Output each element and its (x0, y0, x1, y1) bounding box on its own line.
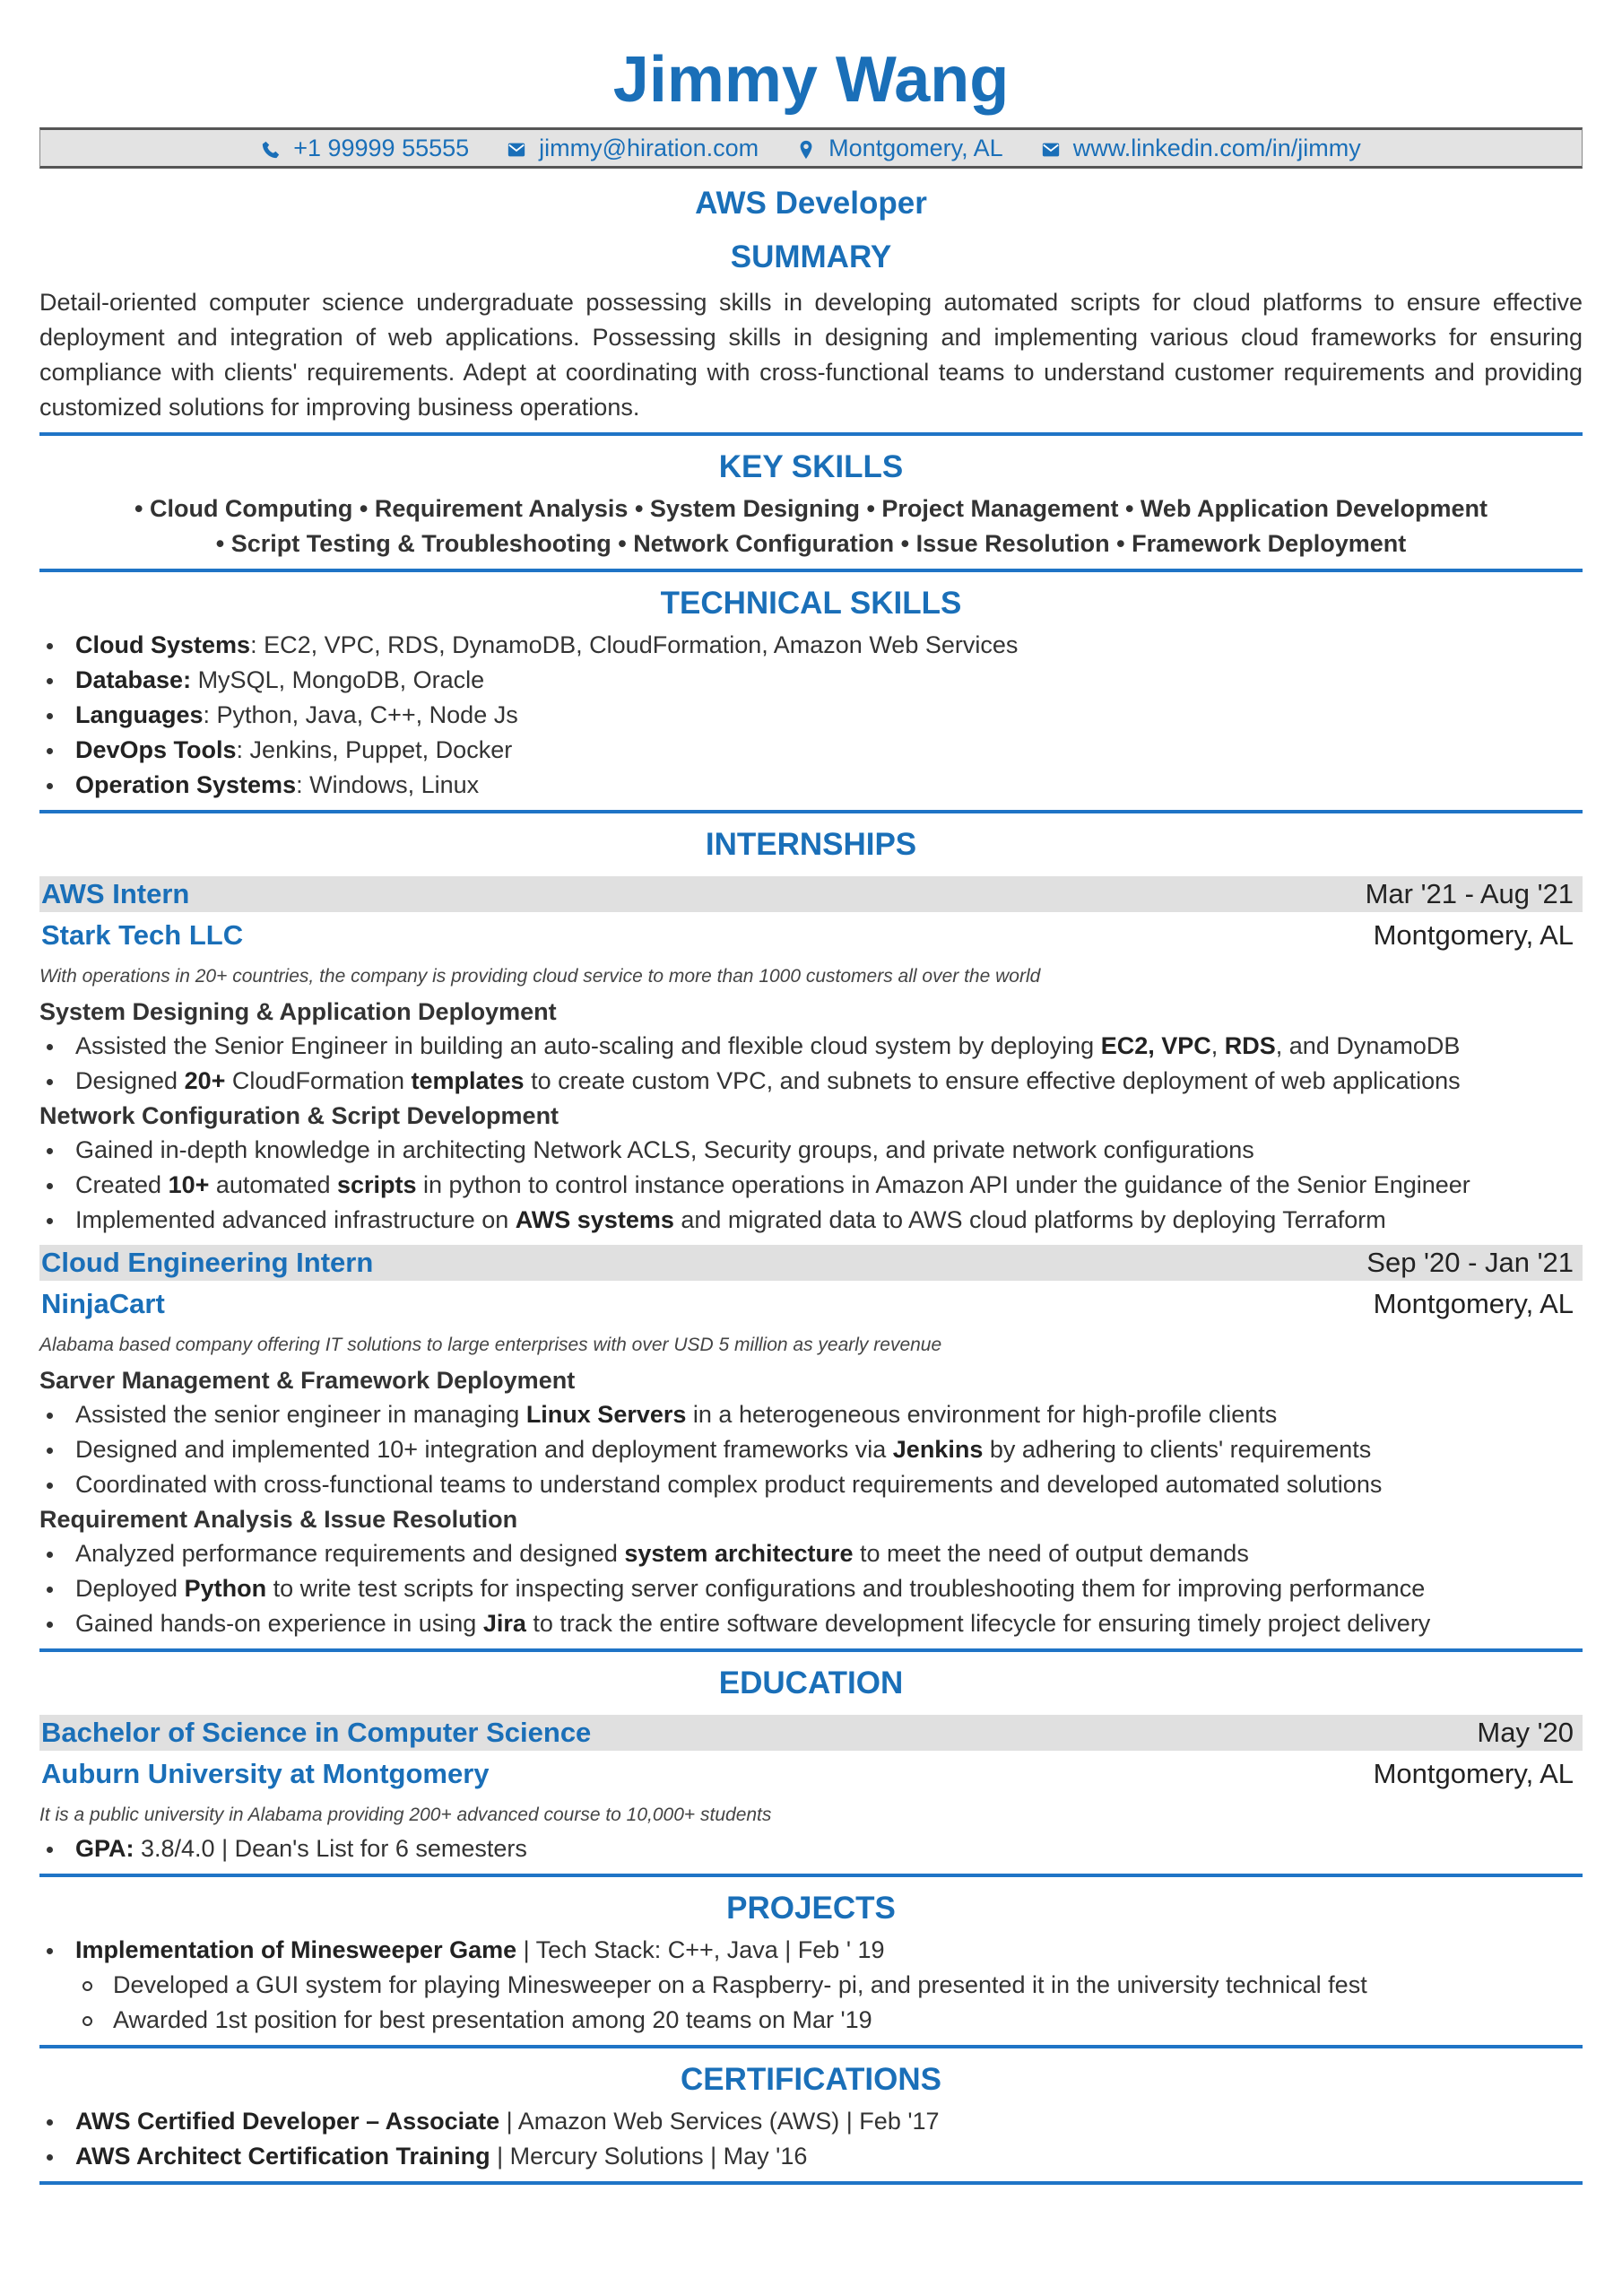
certification-item (39, 2104, 1583, 2139)
contact-text: jimmy@hiration.com (539, 134, 759, 161)
text-segment: | Tech Stack: C++, Java | Feb ' 19 (516, 1936, 885, 1963)
bold-text: DevOps Tools (75, 736, 237, 763)
project-detail (39, 1968, 1583, 2003)
position-title: AWS Intern (41, 878, 190, 909)
bold-text: Linux Servers (525, 1401, 687, 1428)
certifications-list (39, 2104, 1583, 2174)
graduation-date: May '20 (1477, 1717, 1574, 1748)
contact-bar (39, 127, 1583, 169)
contact-text: Montgomery, AL (828, 134, 1003, 161)
bold-text: AWS systems (515, 1206, 674, 1233)
list-item (39, 698, 1583, 733)
contact-text: +1 99999 55555 (293, 134, 470, 161)
section-divider (39, 2181, 1583, 2185)
company-name: Stark Tech LLC (41, 919, 244, 951)
internships-list (39, 876, 1583, 1641)
text-segment: to track the entire software development lifecycle for ensuring timely project delivery (525, 1610, 1431, 1637)
list-item (39, 1831, 1583, 1866)
contact-item[interactable] (507, 135, 759, 162)
contact-text: www.linkedin.com/in/jimmy (1072, 134, 1361, 161)
education-bullets (39, 1831, 1583, 1866)
text-segment: Assisted the senior engineer in managing (75, 1401, 526, 1428)
bold-text: Jenkins (892, 1436, 984, 1463)
text-segment: CloudFormation (225, 1067, 412, 1094)
section-title-technical-skills: TECHNICAL SKILLS (660, 586, 962, 621)
section-divider (39, 569, 1583, 572)
responsibility-heading: Requirement Analysis & Issue Resolution (39, 1506, 518, 1533)
company-row (39, 912, 1583, 959)
degree-name: Bachelor of Science in Computer Science (41, 1717, 592, 1748)
responsibility-list (39, 1029, 1583, 1099)
text-segment: Gained in-depth knowledge in architecting Network ACLS, Security groups, and private network configurations (75, 1136, 1254, 1163)
bold-text: Python (184, 1575, 267, 1602)
position-dates: Sep '20 - Jan '21 (1366, 1247, 1574, 1278)
company-location: Montgomery, AL (1373, 1288, 1574, 1319)
section-divider (39, 432, 1583, 436)
bold-text: Operation Systems (75, 771, 297, 798)
phone-icon (261, 138, 281, 158)
list-item (39, 1432, 1583, 1467)
text-segment: : Python, Java, C++, Node Js (203, 701, 518, 728)
contact-item[interactable] (796, 135, 1003, 162)
contact-item[interactable] (261, 135, 469, 162)
text-segment: and migrated data to AWS cloud platforms by deploying Terraform (673, 1206, 1386, 1233)
list-item (39, 1571, 1583, 1606)
text-segment: Created (75, 1171, 169, 1198)
text-segment: Assisted the Senior Engineer in building an auto-scaling and flexible cloud system by deploying (75, 1032, 1101, 1059)
section-title-projects: PROJECTS (726, 1891, 896, 1926)
list-item (39, 1029, 1583, 1064)
company-row (39, 1281, 1583, 1327)
text-segment: by adhering to clients' requirements (983, 1436, 1372, 1463)
bold-text: scripts (336, 1171, 417, 1198)
text-segment: in python to control instance operations in Amazon API under the guidance of the Senior Engineer (416, 1171, 1470, 1198)
text-segment: 3.8/4.0 | Dean's List for 6 semesters (134, 1835, 527, 1862)
school-description: It is a public university in Alabama providing 200+ advanced course to 10,000+ students (39, 1805, 772, 1825)
school-name: Auburn University at Montgomery (41, 1758, 490, 1789)
list-item (39, 1203, 1583, 1238)
bold-text: 20+ (184, 1067, 226, 1094)
position-bar (39, 1245, 1583, 1281)
text-segment: | Mercury Solutions | May '16 (490, 2143, 808, 2170)
text-segment: , and DynamoDB (1275, 1032, 1461, 1059)
section-divider (39, 1648, 1583, 1652)
key-skills-list (39, 491, 1583, 561)
school-location: Montgomery, AL (1373, 1758, 1574, 1789)
list-item (39, 1606, 1583, 1641)
bold-text: Languages (75, 701, 204, 728)
list-item (39, 1168, 1583, 1203)
position-bar (39, 876, 1583, 912)
responsibility-heading: System Designing & Application Deployment (39, 998, 557, 1025)
key-skills-line: • Script Testing & Troubleshooting • Network Configuration • Issue Resolution • Framework Deployment (215, 530, 1407, 557)
list-item (39, 663, 1583, 698)
bold-text: Implementation of Minesweeper Game (75, 1936, 517, 1963)
text-segment: to write test scripts for inspecting server configurations and troubleshooting them for improving performance (266, 1575, 1426, 1602)
list-item (39, 1536, 1583, 1571)
bold-text: templates (411, 1067, 525, 1094)
text-segment: to meet the need of output demands (853, 1540, 1249, 1567)
company-location: Montgomery, AL (1373, 919, 1574, 951)
text-segment: in a heterogeneous environment for high-profile clients (686, 1401, 1278, 1428)
project-detail (39, 2003, 1583, 2038)
responsibility-list (39, 1536, 1583, 1641)
bold-text: RDS (1224, 1032, 1276, 1059)
text-segment: Analyzed performance requirements and designed (75, 1540, 625, 1567)
company-description: Alabama based company offering IT solutions to large enterprises with over USD 5 million as yearly revenue (39, 1335, 942, 1355)
bold-text: EC2, VPC (1100, 1032, 1211, 1059)
school-row (39, 1751, 1583, 1797)
bold-text: GPA: (75, 1835, 134, 1862)
text-segment: Implemented advanced infrastructure on (75, 1206, 516, 1233)
projects-list (39, 1933, 1583, 2038)
project-item (39, 1933, 1583, 1968)
text-segment: Designed (75, 1067, 185, 1094)
contact-item[interactable] (1041, 135, 1361, 162)
text-segment: automated (209, 1171, 337, 1198)
position-dates: Mar '21 - Aug '21 (1365, 878, 1574, 909)
section-title-summary: SUMMARY (730, 239, 892, 274)
certification-item (39, 2139, 1583, 2174)
section-title-education: EDUCATION (718, 1665, 904, 1700)
list-item (39, 1133, 1583, 1168)
position-title: Cloud Engineering Intern (41, 1247, 374, 1278)
text-segment: Developed a GUI system for playing Minesweeper on a Raspberry- pi, and presented it in the university technical fest (113, 1971, 1367, 1998)
linkedin-icon (1041, 138, 1061, 158)
section-divider (39, 2045, 1583, 2048)
list-item (39, 1397, 1583, 1432)
list-item (39, 768, 1583, 803)
section-title-certifications: CERTIFICATIONS (680, 2062, 941, 2097)
company-description: With operations in 20+ countries, the company is providing cloud service to more than 1000 customers all over the world (39, 966, 1041, 987)
text-segment: Designed and implemented 10+ integration and deployment frameworks via (75, 1436, 893, 1463)
list-item (39, 628, 1583, 663)
bold-text: Database: (75, 666, 192, 693)
bold-text: Jira (482, 1610, 526, 1637)
text-segment: Coordinated with cross-functional teams to understand complex product requirements and developed automated solutions (75, 1471, 1383, 1498)
location-pin-icon (796, 138, 816, 158)
candidate-name: Jimmy Wang (612, 44, 1010, 116)
summary-text: Detail-oriented computer science undergraduate possessing skills in developing automated scripts for cloud platforms to ensure effective deployment and integration of web applications. Possessing skills in designing and implementing various cloud frameworks for ensuring compliance with clients' requirements. Adept at coordinating with cross-functional teams to understand customer requirements and providing customized solutions for improving business operations. (39, 289, 1583, 421)
text-segment: Gained hands-on experience in using (75, 1610, 483, 1637)
text-segment: | Amazon Web Services (AWS) | Feb '17 (499, 2108, 940, 2135)
list-item (39, 1467, 1583, 1502)
degree-bar (39, 1715, 1583, 1751)
text-segment: , (1210, 1032, 1225, 1059)
text-segment: MySQL, MongoDB, Oracle (191, 666, 485, 693)
company-name: NinjaCart (41, 1288, 165, 1319)
bold-text: AWS Certified Developer – Associate (75, 2108, 500, 2135)
bold-text: Cloud Systems (75, 631, 251, 658)
bold-text: 10+ (168, 1171, 210, 1198)
email-icon (507, 138, 526, 158)
job-title: AWS Developer (695, 186, 927, 221)
section-title-internships: INTERNSHIPS (705, 827, 917, 862)
text-segment: : EC2, VPC, RDS, DynamoDB, CloudFormation, Amazon Web Services (250, 631, 1019, 658)
list-item (39, 733, 1583, 768)
technical-skills-list (39, 628, 1583, 803)
section-divider (39, 810, 1583, 813)
text-segment: : Windows, Linux (296, 771, 480, 798)
responsibility-list (39, 1133, 1583, 1238)
list-item (39, 1064, 1583, 1099)
text-segment: to create custom VPC, and subnets to ensure effective deployment of web applications (524, 1067, 1461, 1094)
responsibility-list (39, 1397, 1583, 1502)
responsibility-heading: Sarver Management & Framework Deployment (39, 1367, 576, 1394)
text-segment: : Jenkins, Puppet, Docker (236, 736, 513, 763)
responsibility-heading: Network Configuration & Script Development (39, 1102, 559, 1129)
bold-text: AWS Architect Certification Training (75, 2143, 490, 2170)
text-segment: Deployed (75, 1575, 185, 1602)
key-skills-line: • Cloud Computing • Requirement Analysis • System Designing • Project Management • Web Application Development (134, 495, 1488, 522)
section-title-key-skills: KEY SKILLS (718, 449, 904, 484)
bold-text: system architecture (624, 1540, 854, 1567)
text-segment: Awarded 1st position for best presentation among 20 teams on Mar '19 (113, 2006, 872, 2033)
section-divider (39, 1874, 1583, 1877)
